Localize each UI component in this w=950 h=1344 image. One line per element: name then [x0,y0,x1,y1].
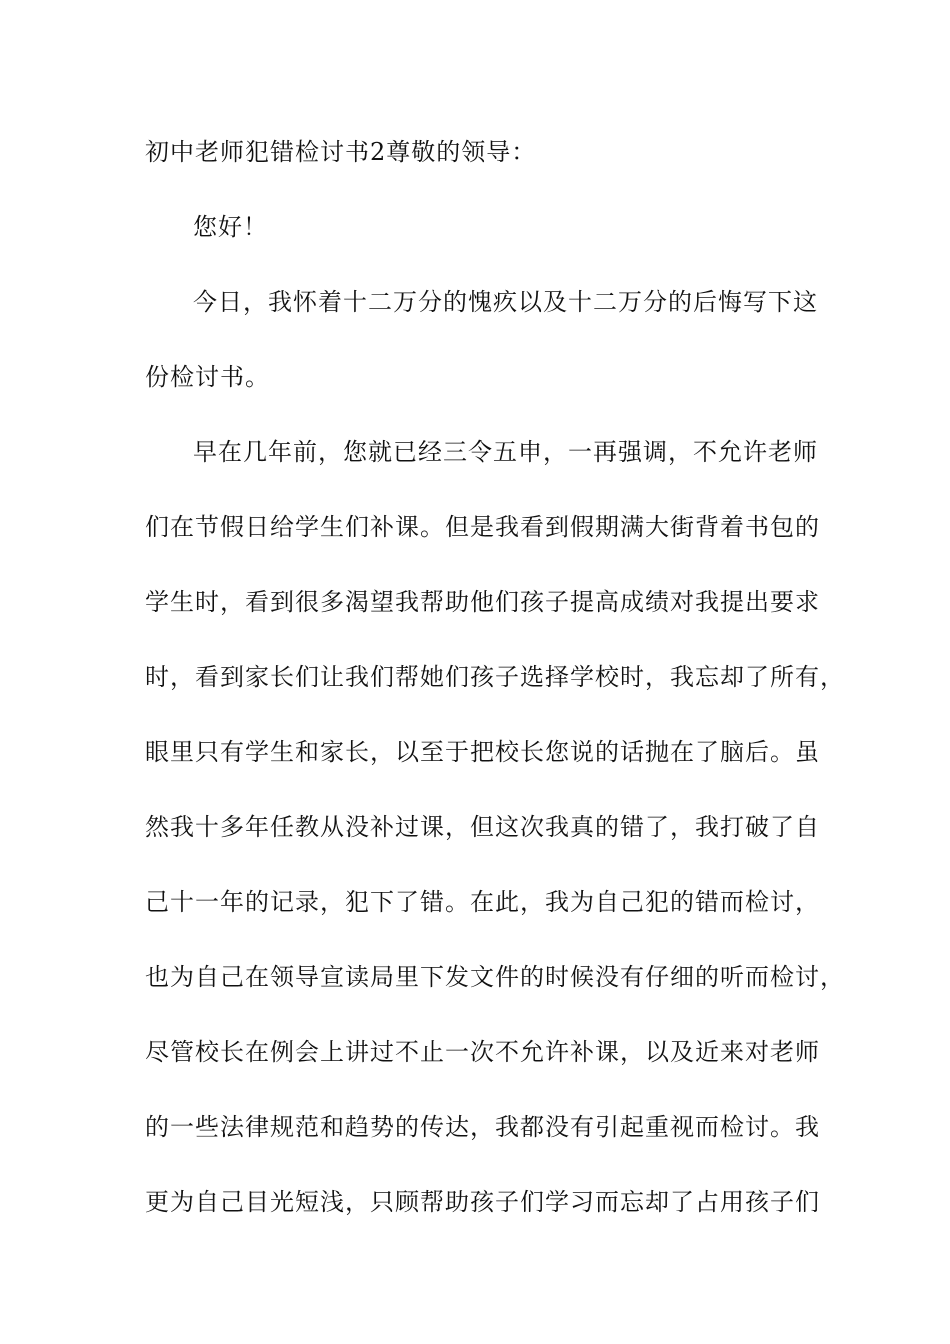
paragraph-line: 更为自己目光短浅，只顾帮助孩子们学习而忘却了占用孩子们 [145,1188,820,1216]
paragraph-line: 尽管校长在例会上讲过不止一次不允许补课，以及近来对老师 [145,1038,820,1066]
paragraph-line: 学生时，看到很多渴望我帮助他们孩子提高成绩对我提出要求 [145,588,820,616]
paragraph-line: 今日，我怀着十二万分的愧疚以及十二万分的后悔写下这 [193,288,818,316]
paragraph-line: 的一些法律规范和趋势的传达，我都没有引起重视而检讨。我 [145,1113,820,1141]
paragraph-line: 份检讨书。 [145,363,270,391]
heading-line: 初中老师犯错检讨书2尊敬的领导： [145,138,537,166]
paragraph-line: 也为自己在领导宣读局里下发文件的时候没有仔细的听而检讨， [145,963,845,991]
paragraph-line: 然我十多年任教从没补过课，但这次我真的错了，我打破了自 [145,813,820,841]
paragraph-line: 早在几年前，您就已经三令五申，一再强调，不允许老师 [193,438,818,466]
greeting-line: 您好！ [193,213,268,241]
paragraph-line: 己十一年的记录，犯下了错。在此，我为自己犯的错而检讨， [145,888,820,916]
paragraph-line: 们在节假日给学生们补课。但是我看到假期满大街背着书包的 [145,513,820,541]
paragraph-line: 眼里只有学生和家长，以至于把校长您说的话抛在了脑后。虽 [145,738,820,766]
paragraph-line: 时，看到家长们让我们帮她们孩子选择学校时，我忘却了所有， [145,663,845,691]
